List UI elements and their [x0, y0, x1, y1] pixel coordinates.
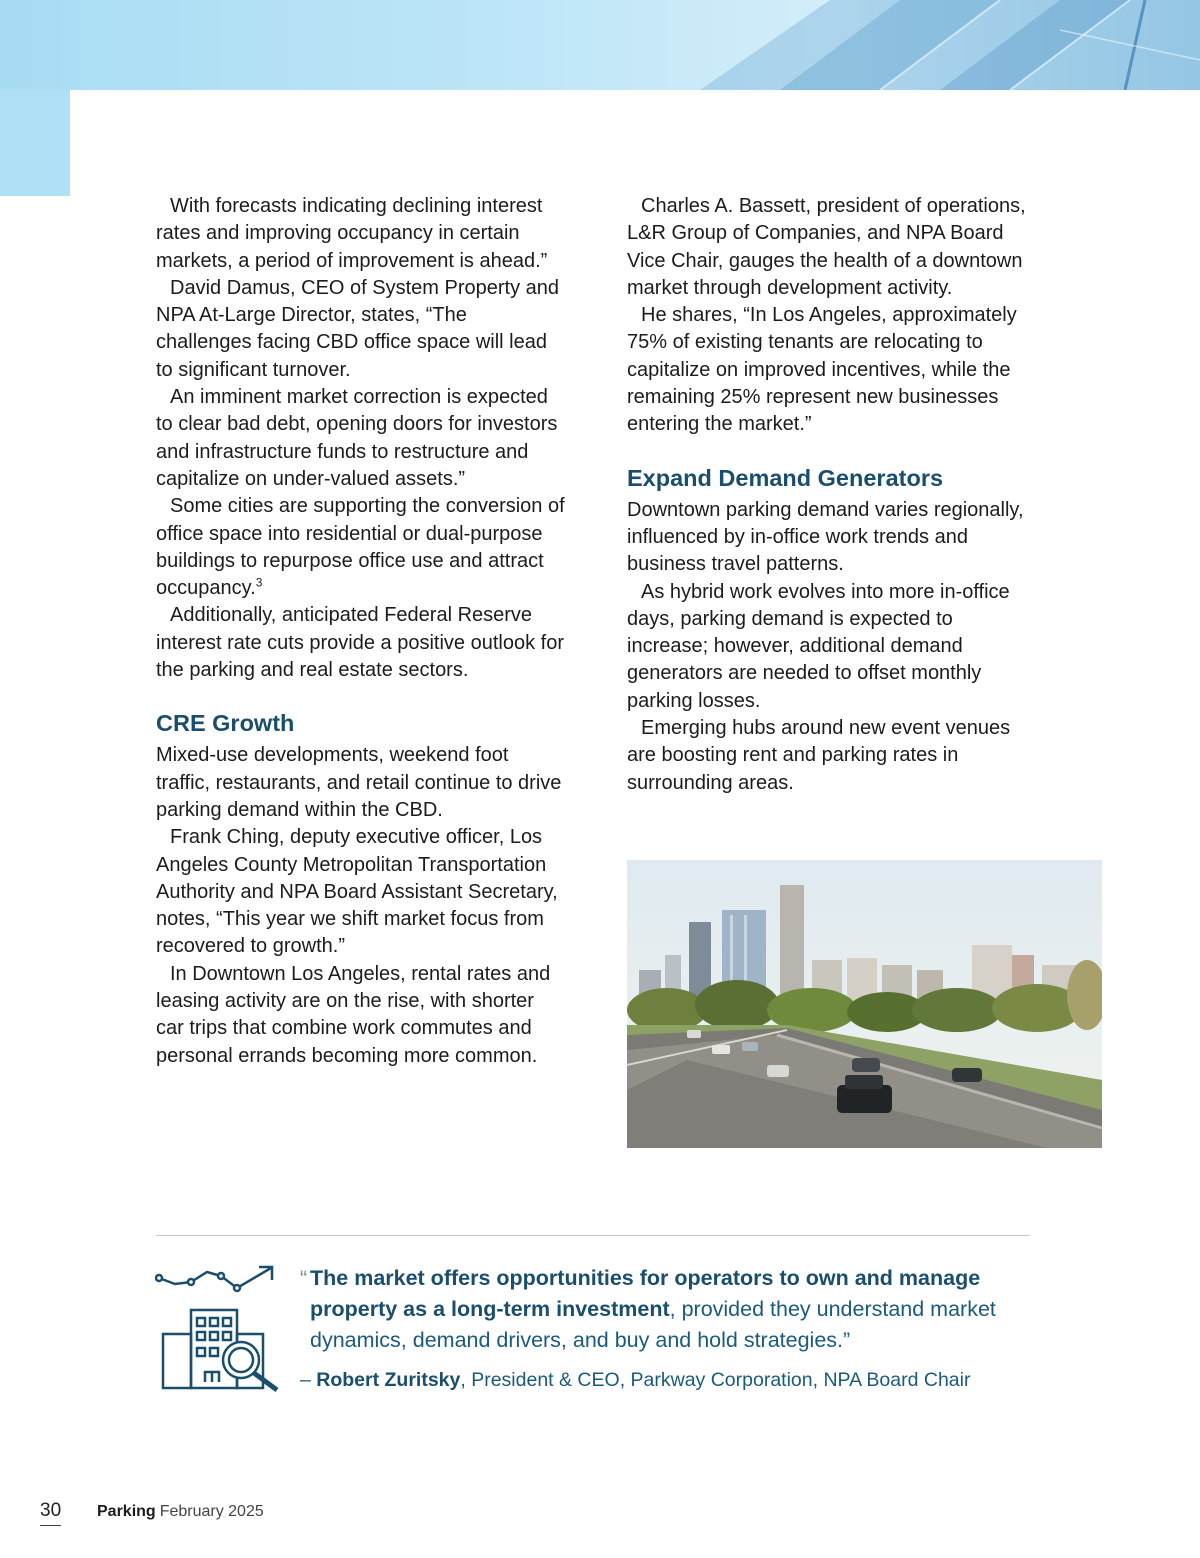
- section-heading-cre-growth: CRE Growth: [156, 710, 295, 737]
- city-highway-photo: [627, 860, 1102, 1148]
- magazine-issue: February 2025: [159, 1503, 264, 1520]
- paragraph: Mixed-use developments, weekend foot traffic, restaurants, and retail continue to drive parking demand within the CBD.: [156, 744, 562, 821]
- left-column: [156, 193, 566, 1070]
- banner-side-tab: [0, 90, 70, 196]
- pull-quote-text: [300, 1263, 1040, 1356]
- building-analytics-icon: [155, 1262, 285, 1392]
- pull-quote: [300, 1263, 1040, 1356]
- magazine-footer: [97, 1503, 264, 1521]
- footnote-marker[interactable]: 3: [255, 575, 263, 590]
- attribution-dash: –: [300, 1369, 317, 1391]
- paragraph: He shares, “In Los Angeles, approximately 75% of existing tenants are relocating to capitalize on improved incentives, while the remaining 25% represent new businesses entering the market.”: [627, 304, 1017, 436]
- pull-quote-bold: The market offers opportunities for operators to own and manage property as a long-term investment: [310, 1266, 981, 1321]
- right-column: [627, 193, 1037, 797]
- paragraph: Downtown parking demand varies regionally, influenced by in-office work trends and business travel patterns.: [627, 498, 1024, 576]
- paragraph: As hybrid work evolves into more in-office days, parking demand is expected to increase; however, additional demand generators are needed to offset monthly parking losses.: [627, 580, 1010, 712]
- paragraph: David Damus, CEO of System Property and NPA At-Large Director, states, “The challenges facing CBD office space will lead to significant turnover.: [156, 276, 560, 381]
- paragraph: Frank Ching, deputy executive officer, Los Angeles County Metropolitan Transportation Authority and NPA Board Assistant Secretary, notes, “This year we shift market focus from recovered to growth.”: [156, 826, 558, 958]
- attribution-author: Robert Zuritsky: [316, 1369, 461, 1391]
- header-banner: [0, 0, 1200, 90]
- paragraph: [156, 493, 566, 602]
- open-quote-mark: “: [300, 1266, 308, 1290]
- quote-divider: [156, 1235, 1030, 1236]
- paragraph: Emerging hubs around new event venues are boosting rent and parking rates in surrounding areas.: [627, 717, 1011, 794]
- paragraph: Additionally, anticipated Federal Reserve interest rate cuts provide a positive outlook for the parking and real estate sectors.: [156, 604, 564, 682]
- section-heading-expand-demand: Expand Demand Generators: [627, 464, 944, 491]
- magazine-name: Parking: [97, 1503, 156, 1520]
- pull-quote-attribution: [300, 1366, 970, 1394]
- page-number: 30: [40, 1500, 61, 1526]
- paragraph-text: Some cities are supporting the conversion of office space into residential or dual-purpose buildings to repurpose office use and attract occupancy.: [156, 495, 565, 600]
- paragraph: In Downtown Los Angeles, rental rates and leasing activity are on the rise, with shorter car trips that combine work commutes and personal errands becoming more common.: [156, 962, 551, 1067]
- pull-quote-rest: , provided they understand market dynamics, demand drivers, and buy and hold strategies.”: [310, 1297, 996, 1352]
- paragraph: Charles A. Bassett, president of operations, L&R Group of Companies, and NPA Board Vice Chair, gauges the health of a downtown market through development activity.: [627, 195, 1026, 299]
- paragraph: With forecasts indicating declining interest rates and improving occupancy in certain markets, a period of improvement is ahead.”: [156, 195, 548, 272]
- attribution-title: , President & CEO, Parkway Corporation, NPA Board Chair: [460, 1369, 971, 1391]
- paragraph: An imminent market correction is expected to clear bad debt, opening doors for investors and infrastructure funds to restructure and capitalize on under-valued assets.”: [156, 386, 558, 490]
